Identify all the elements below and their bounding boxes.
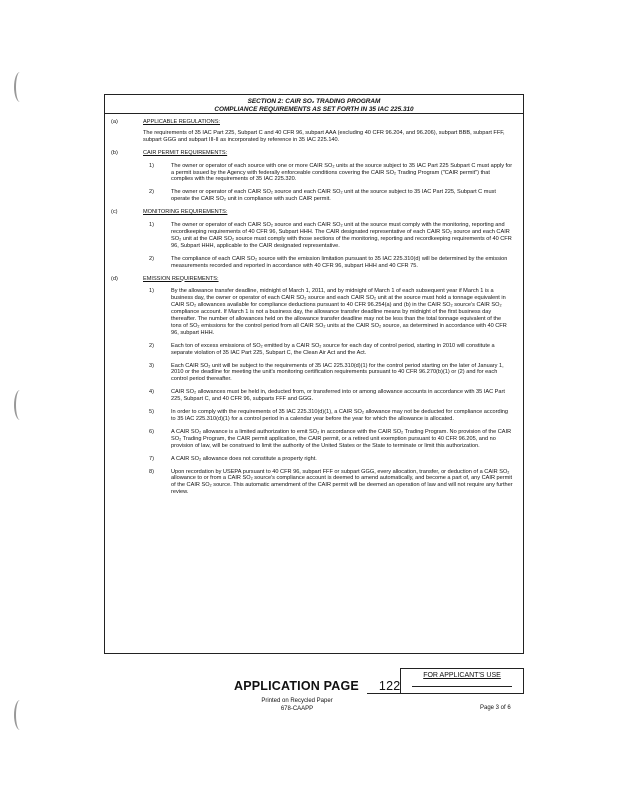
- section-1: [111, 150, 513, 203]
- item-number: 8): [149, 468, 154, 475]
- section-letter: (d): [111, 275, 118, 282]
- item-number: 1): [149, 222, 154, 229]
- section-text: The requirements of 35 IAC Part 225, Subpart C and 40 CFR 96, subpart AAA (excluding 40 CFR 96.204, and 96.206), subpart BBB, subpart FFF, subpart GGG and subpart III-II as incorporated by reference in 35 IAC 225.140.: [143, 129, 505, 143]
- section-0: [111, 119, 513, 144]
- item-text: Each ton of excess emissions of SO₂ emitted by a CAIR SO₂ source for each day of control period, starting in 2010 will constitute a separate violation of 35 IAC Part 225, Subpart C, the Clean Air Act and the Act.: [171, 342, 495, 356]
- section-3: [111, 276, 513, 497]
- item-text: The owner or operator of each CAIR SO₂ source and each CAIR SO₂ unit at the source must comply with the monitoring, reporting and recordkeeping requirements of 40 CFR 96, Subpart HHH. The CAIR designated representative of each CAIR SO₂ source and each CAIR SO₂ unit at the CAIR SO₂ source must comply with those sections of the monitoring, reporting and recordkeeping requirements of 40 CFR 96, Subpart HHH, applicable to the CAIR designated representative.: [171, 222, 512, 249]
- item-number: 3): [149, 362, 154, 369]
- section-header: [105, 95, 523, 113]
- section-item: [143, 222, 513, 250]
- item-number: 5): [149, 409, 154, 416]
- item-number: 4): [149, 389, 154, 396]
- section-item: [143, 288, 513, 336]
- section-2: [111, 209, 513, 269]
- section-letter: (b): [111, 149, 118, 156]
- section-letter: (c): [111, 209, 118, 216]
- item-number: 7): [149, 455, 154, 462]
- section-title: APPLICABLE REGULATIONS:: [143, 119, 220, 125]
- section-item: [143, 409, 513, 423]
- section-item: [143, 389, 513, 403]
- item-text: By the allowance transfer deadline, midnight of March 1, 2011, and by midnight of March 1 of each subsequent year if March 1 is a business day, the owner or operator of each CAIR SO₂ source and each CAIR SO₂ unit at the source must hold a tonnage equivalent in CAIR SO₂ allowances available for compliance deductions pursuant to 40 CFR 96.254(a) and (b) in the CAIR SO₂ source's CAIR SO₂ compliance account. If March 1 is not a business day, the allowance transfer deadline means by midnight of the first business day thereafter. The number of allowances held on the allowance transfer deadline may not be less than the total tonnage equivalent of the tons of SO₂ emissions for the control period from all CAIR SO₂ units at the CAIR SO₂ source, as determined in accordance with 40 CFR 96, subpart HHH.: [171, 288, 507, 336]
- section-title: CAIR PERMIT REQUIREMENTS:: [143, 149, 228, 156]
- application-page-label: [234, 679, 413, 694]
- binder-hole-mark-bottom: [14, 700, 26, 730]
- for-applicants-use-line: [412, 686, 512, 687]
- page-of-label: Page 3 of 6: [480, 705, 511, 711]
- item-text: A CAIR SO₂ allowance is a limited authorization to emit SO₂ in accordance with the CAIR SO₂ Trading Program. No provision of the CAIR SO₂ Trading Program, the CAIR permit application, the CAIR permit, or a retired unit exemption pursuant to 40 CFR 96.205, and no provision of law, will be construed to limit the authority of the United States or the State to terminate or limit this authorization.: [171, 428, 512, 449]
- application-page-text: APPLICATION PAGE: [234, 679, 359, 693]
- section-item: [143, 469, 513, 497]
- section-header-line1: SECTION 2: CAIR SO₂ TRADING PROGRAM: [247, 98, 381, 105]
- section-item: [143, 456, 513, 463]
- item-text: Upon recordation by USEPA pursuant to 40 CFR 96, subpart FFF or subpart GGG, every allocation, transfer, or deduction of a CAIR SO₂ allowance to or from a CAIR SO₂ source's compliance account is deemed to amend automatically, and become a part of, any CAIR permit of the CAIR SO₂ source. This automatic amendment of the CAIR permit will be deemed an operation of law and will not require any further review.: [171, 468, 513, 496]
- for-applicants-use-label: FOR APPLICANT'S USE: [423, 672, 501, 679]
- item-text: Each CAIR SO₂ unit will be subject to the requirements of 35 IAC 225.310(d)(1) for the control period starting on the later of January 1, 2010 or the deadline for meeting the unit's monitoring certification requirements pursuant to 40 CFR 96.270(b)(1) or (2) and for each control period thereafter.: [171, 362, 504, 383]
- application-page-number: 122: [367, 679, 413, 694]
- item-text: CAIR SO₂ allowances must be held in, deducted from, or transferred into or among allowance accounts in accordance with 35 IAC Part 225, Subpart C, and 40 CFR 96, subparts FFF and GGG.: [171, 389, 505, 403]
- item-number: 6): [149, 428, 154, 435]
- item-number: 2): [149, 255, 154, 262]
- item-number: 2): [149, 189, 154, 196]
- section-title: MONITORING REQUIREMENTS:: [143, 209, 228, 216]
- item-number: 1): [149, 162, 154, 169]
- header-divider: [105, 113, 523, 114]
- item-number: 2): [149, 342, 154, 349]
- item-text: The owner or operator of each CAIR SO₂ source and each CAIR SO₂ unit at the source subject to 35 IAC Part 225, Subpart C must operate the CAIR SO₂ unit in compliance with such CAIR permit.: [171, 189, 496, 203]
- section-item: [143, 189, 513, 203]
- item-text: In order to comply with the requirements of 35 IAC 225.310(d)(1), a CAIR SO₂ allowance may not be deducted for compliance according to 35 IAC 225.310(d)(1) for a control period in a calendar year before the year for which the allowance is allocated.: [171, 409, 509, 422]
- item-text: A CAIR SO₂ allowance does not constitute a property right.: [171, 455, 317, 462]
- section-title: EMISSION REQUIREMENTS:: [143, 275, 219, 282]
- section-item: [143, 363, 513, 384]
- form-code: 678-CAAPP: [280, 705, 314, 712]
- sections-body: [105, 116, 523, 496]
- section-header-line2: COMPLIANCE REQUIREMENTS AS SET FORTH IN 35 IAC 225.310: [214, 105, 414, 113]
- for-applicants-use-box: [400, 668, 524, 694]
- section-item: [143, 343, 513, 357]
- section-letter: (a): [111, 119, 118, 125]
- item-text: The owner or operator of each source with one or more CAIR SO₂ units at the source subject to 35 IAC Part 225 Subpart C must apply for a permit issued by the Agency with federally enforceable conditions covering the CAIR SO₂ Trading Program ("CAIR permit") that complies with the requirements of 35 IAC 225.320.: [171, 162, 513, 183]
- binder-hole-mark-middle: [14, 390, 26, 420]
- printed-on-recycled-paper: Printed on Recycled Paper: [261, 698, 333, 704]
- binder-hole-mark-top: [14, 72, 26, 102]
- item-number: 1): [149, 288, 154, 295]
- form-section-box: [104, 94, 524, 654]
- section-item: [143, 429, 513, 450]
- section-item: [143, 163, 513, 184]
- section-item: [143, 256, 513, 270]
- printed-note: [252, 698, 342, 713]
- item-text: The compliance of each CAIR SO₂ source with the emission limitation pursuant to 35 IAC 225.310(d) will be determined by the emission measurements recorded and reported in accordance with 40 CFR 96, subpart HHH and 40 CFR 75.: [171, 255, 508, 269]
